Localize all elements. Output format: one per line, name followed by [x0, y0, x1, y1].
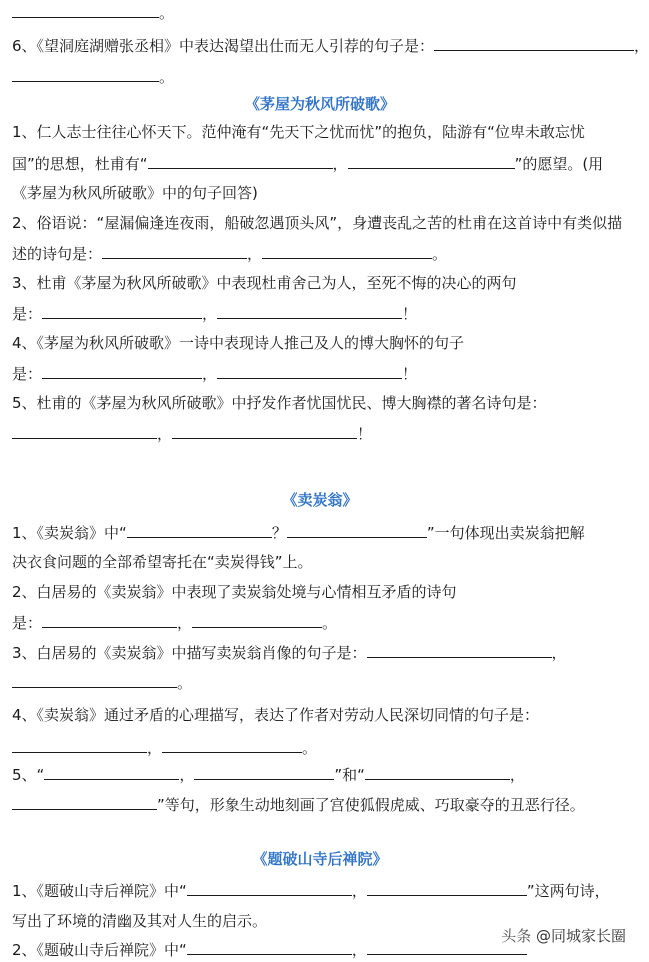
question-text: ，	[634, 37, 649, 55]
answer-blank[interactable]	[42, 303, 202, 319]
answer-blank[interactable]	[217, 303, 402, 319]
question-text: ，	[147, 739, 163, 757]
question-text: ，	[179, 766, 195, 784]
section-heading-maowu: 《茅屋为秋风所破歌》	[244, 95, 395, 113]
question-text: ！	[402, 365, 418, 383]
answer-blank[interactable]	[367, 642, 552, 658]
question-text: 5、杜甫的《茅屋为秋风所破歌》中抒发作者忧国忧民、博大胸襟的著名诗句是：	[12, 394, 547, 412]
answer-blank[interactable]	[44, 764, 179, 780]
question-text: 。	[432, 245, 448, 263]
answer-blank[interactable]	[12, 794, 157, 810]
question-line	[12, 153, 632, 174]
question-line	[12, 213, 632, 233]
answer-blank[interactable]	[194, 764, 334, 780]
question-text: ”一句体现出卖炭翁把解	[426, 524, 585, 542]
question-line	[12, 737, 632, 758]
question-text: 3、白居易的《卖炭翁》中描写卖炭翁肖像的句子是：	[12, 644, 367, 662]
answer-blank[interactable]	[365, 764, 510, 780]
answer-blank[interactable]	[12, 737, 147, 753]
question-text: 2、俗语说：“屋漏偏逢连夜雨，船破忽遇顶头风”，身遭丧乱之苦的杜甫在这首诗中有类似描	[12, 214, 623, 232]
watermark-brand: @同城家长圈	[535, 927, 626, 945]
question-text: ”和“	[334, 766, 365, 784]
watermark	[499, 926, 628, 946]
question-text: 5、“	[12, 766, 45, 784]
question-text: ，	[177, 614, 193, 632]
question-line	[12, 612, 632, 633]
question-text: 国”的思想，杜甫有“	[12, 155, 148, 173]
answer-blank[interactable]	[148, 153, 333, 169]
answer-blank[interactable]	[187, 880, 352, 896]
answer-blank[interactable]	[12, 66, 159, 82]
question-text: 4、《茅屋为秋风所破歌》一诗中表现诗人推己及人的博大胸怀的句子	[12, 334, 465, 352]
question-line	[12, 880, 632, 901]
question-line	[12, 582, 632, 602]
question-text: 2、《题破山寺后禅院》中“	[12, 941, 187, 959]
question-text: 写出了环境的清幽及其对人生的启示。	[12, 912, 268, 930]
question-text: ，	[509, 766, 525, 784]
question-text: 是：	[12, 614, 43, 632]
section-heading-poshansi: 《题破山寺后禅院》	[252, 850, 388, 868]
answer-blank[interactable]	[434, 35, 634, 51]
watermark-prefix: 头条	[501, 927, 536, 945]
question-line	[12, 393, 632, 413]
question-text: ！	[402, 305, 418, 323]
question-text: 。	[177, 674, 193, 692]
question-text: ，	[551, 644, 567, 662]
answer-blank[interactable]	[287, 522, 427, 538]
question-text: 1、仁人志士往往心怀天下。范仲淹有“先天下之忧而忧”的抱负，陆游有“位卑未敢忘忧	[12, 123, 585, 141]
question-line	[12, 66, 632, 87]
answer-blank[interactable]	[42, 612, 177, 628]
question-text: ，	[351, 882, 367, 900]
answer-blank[interactable]	[102, 243, 247, 259]
question-line	[12, 35, 649, 56]
question-text: 述的诗句是：	[12, 245, 103, 263]
answer-blank[interactable]	[217, 363, 402, 379]
answer-blank[interactable]	[12, 672, 177, 688]
answer-blank[interactable]	[262, 243, 432, 259]
question-line	[12, 672, 632, 693]
question-line	[12, 363, 632, 384]
question-text: ？	[271, 524, 287, 542]
question-text: 4、《卖炭翁》通过矛盾的心理描写，表达了作者对劳动人民深切同情的句子是：	[12, 706, 540, 724]
question-line	[12, 303, 632, 324]
question-text: ”的愿望。(用	[514, 155, 604, 173]
question-text: ，	[351, 941, 367, 959]
answer-blank[interactable]	[127, 522, 272, 538]
question-text: ，	[332, 155, 348, 173]
question-text: 是：	[12, 305, 43, 323]
answer-blank[interactable]	[348, 153, 515, 169]
answer-blank[interactable]	[42, 363, 202, 379]
question-text: ”这两句诗，	[526, 882, 610, 900]
question-line	[12, 794, 632, 815]
question-line	[12, 183, 632, 203]
question-line	[12, 705, 632, 725]
answer-blank[interactable]	[367, 880, 527, 896]
question-line	[12, 552, 632, 572]
question-text: 2、白居易的《卖炭翁》中表现了卖炭翁处境与心情相互矛盾的诗句	[12, 583, 457, 601]
question-text: 。	[159, 4, 175, 22]
question-text: ，	[202, 305, 218, 323]
question-text: 3、杜甫《茅屋为秋风所破歌》中表现杜甫舍己为人，至死不悔的决心的两句	[12, 274, 517, 292]
question-text: 1、《题破山寺后禅院》中“	[12, 882, 187, 900]
question-line	[12, 423, 632, 444]
question-text: 。	[322, 614, 338, 632]
question-line	[12, 642, 632, 663]
question-text: 是：	[12, 365, 43, 383]
question-text: 6、《望洞庭湖赠张丞相》中表达渴望出仕而无人引荐的句子是：	[12, 37, 435, 55]
question-text: 《茅屋为秋风所破歌》中的句子回答)	[12, 184, 258, 202]
question-text: ”等句，形象生动地刻画了宫使狐假虎威、巧取豪夺的丑恶行径。	[157, 796, 585, 814]
answer-blank[interactable]	[12, 2, 159, 18]
question-line	[12, 273, 632, 293]
answer-blank[interactable]	[12, 423, 157, 439]
question-text: 。	[159, 68, 175, 86]
question-text: ！	[357, 425, 373, 443]
question-text: ，	[157, 425, 173, 443]
question-text: 。	[302, 739, 318, 757]
answer-blank[interactable]	[187, 939, 352, 955]
question-line	[12, 764, 632, 785]
question-text: ，	[247, 245, 263, 263]
question-line	[12, 333, 632, 353]
question-line	[12, 243, 632, 264]
question-text: 决衣食问题的全部希望寄托在“卖炭得钱”上。	[12, 553, 313, 571]
answer-blank[interactable]	[172, 423, 357, 439]
question-text: 1、《卖炭翁》中“	[12, 524, 127, 542]
question-line	[12, 122, 632, 142]
section-heading-maitanweng: 《卖炭翁》	[282, 491, 358, 509]
answer-blank[interactable]	[192, 612, 322, 628]
question-line	[12, 522, 632, 543]
answer-blank[interactable]	[162, 737, 302, 753]
question-text: ，	[202, 365, 218, 383]
question-line	[12, 2, 632, 23]
